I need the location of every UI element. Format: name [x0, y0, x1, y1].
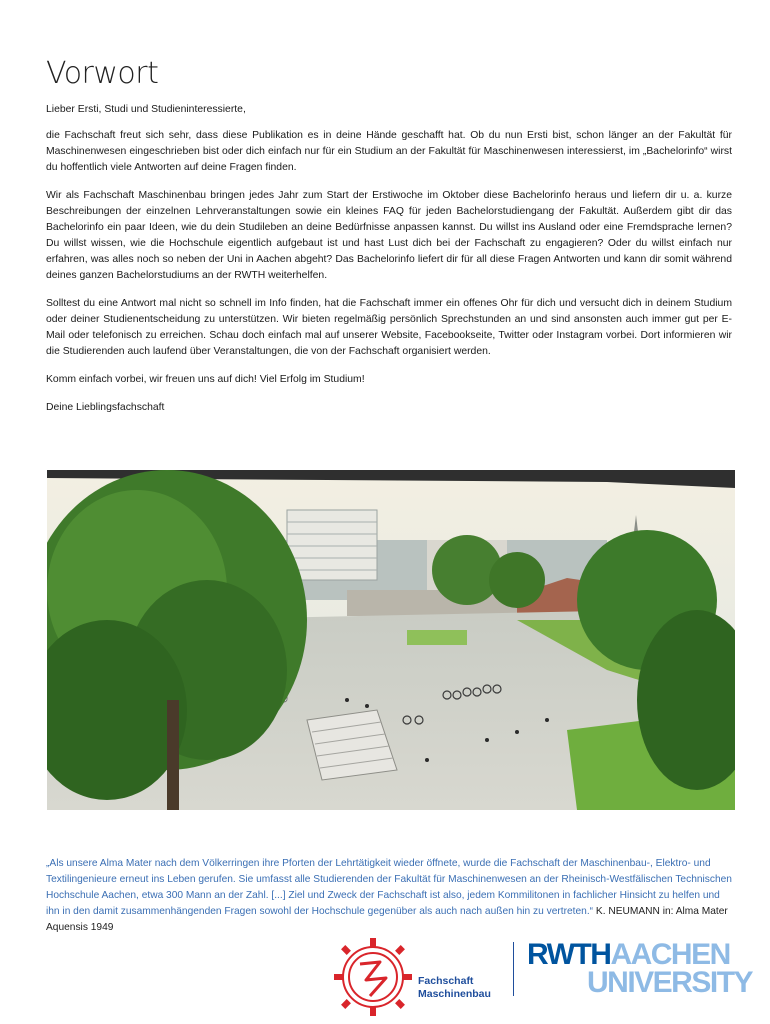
fachschaft-gear-logo: [330, 934, 416, 1020]
campus-aerial-photo: [47, 470, 735, 810]
logo-divider: [513, 942, 514, 996]
body-text: [46, 102, 732, 428]
campus-photo-illustration: [47, 470, 735, 810]
fachschaft-name-line2: Maschinenbau: [418, 988, 491, 1000]
quote-text: „Als unsere Alma Mater nach dem Völkerringen ihre Pforten der Lehrtätigkeit wieder öffnete, wurde die Fachschaft der Maschinenbau-, Elektro- und Textilingenieure erneut ins Leben gerufen. Sie umfasst alle Studierenden der Fakultät für Maschinenwesen an der Rheinisch-Westfälischen Technischen Hochschule Aachen, etwa 300 Mann an der Zahl. [...] Ziel und Zweck der Fachschaft ist also, jedem Kommilitonen in fachlicher Hinsicht zu helfen und ihn in den damit zusammenhängenden Fragen sowohl der Hochschule gegenüber als auch nach außen hin zu vertreten.“: [46, 858, 732, 917]
rwth-logo-aachen: AACHEN: [610, 938, 730, 971]
signature-line: Deine Lieblingsfachschaft: [46, 402, 165, 413]
paragraph: Solltest du eine Antwort mal nicht so schnell im Info finden, hat die Fachschaft immer ein offenes Ohr für dich und versucht dich in deinem Studium oder deiner Studienentscheidung zu unterstützen. Wir bieten regelmäßig persönlich Sprechstunden an und sind ansonsten auch immer gut per E-Mail oder telefonisch zu erreichen. Schau doch einfach mal auf unserer Website, Facebookseite, Twitter oder Instagram vorbei. Dort informieren wir die Studierenden auch laufend über Veranstaltungen, die von der Fachschaft organisiert werden.: [46, 298, 732, 357]
rwth-logo-rwth: RWTH: [527, 938, 611, 971]
page-title: Vorwort: [46, 56, 159, 91]
rwth-logo-university: UNIVERSITY: [587, 966, 753, 999]
fachschaft-name: [418, 975, 491, 1001]
paragraph: die Fachschaft freut sich sehr, dass diese Publikation es in deine Hände geschafft hat. Ob du nun Ersti bist, schon länger an der Fakultät für Maschinenwesen eingeschrieben bist oder dich einfach nur für ein Studium an der Fakultät für Maschinenwesen interessierst, im „Bachelorinfo“ wirst du hoffentlich viele Antworten auf deine Fragen finden.: [46, 130, 732, 173]
quote-source: K. NEUMANN in: Alma Mater Aquensis 1949: [46, 906, 728, 933]
fachschaft-name-line1: Fachschaft: [418, 975, 474, 987]
paragraph: Komm einfach vorbei, wir freuen uns auf dich! Viel Erfolg im Studium!: [46, 374, 365, 385]
rwth-logo: [527, 940, 751, 998]
historic-quote: [46, 856, 736, 936]
paragraph: Wir als Fachschaft Maschinenbau bringen jedes Jahr zum Start der Erstiwoche im Oktober diese Bachelorinfo heraus und liefern dir u. a. kurze Beschreibungen der einzelnen Lehrveranstaltungen sowie ein kleines FAQ für jeden Bachelorstudiengang der Fakultät. Außerdem gibt dir das Bachelorinfo ein paar Ideen, wie du dein Studileben an deine Bedürfnisse anpassen kannst. Du willst ins Ausland oder eine Fremdsprache lernen? Du willst wissen, wie die Hochschule eigentlich aufgebaut ist und hast Lust dich bei der Fachschaft zu engagieren? Oder du willst einfach nur erfahren, was alles noch so neben der Uni in Aachen abgeht? Das Bachelorinfo liefert dir für all diese Fragen Antworten und kann dir somit während deines ganzen Bachelorstudiums an der RWTH weiterhelfen.: [46, 190, 732, 281]
greeting: Lieber Ersti, Studi und Studieninteressierte,: [46, 104, 246, 115]
